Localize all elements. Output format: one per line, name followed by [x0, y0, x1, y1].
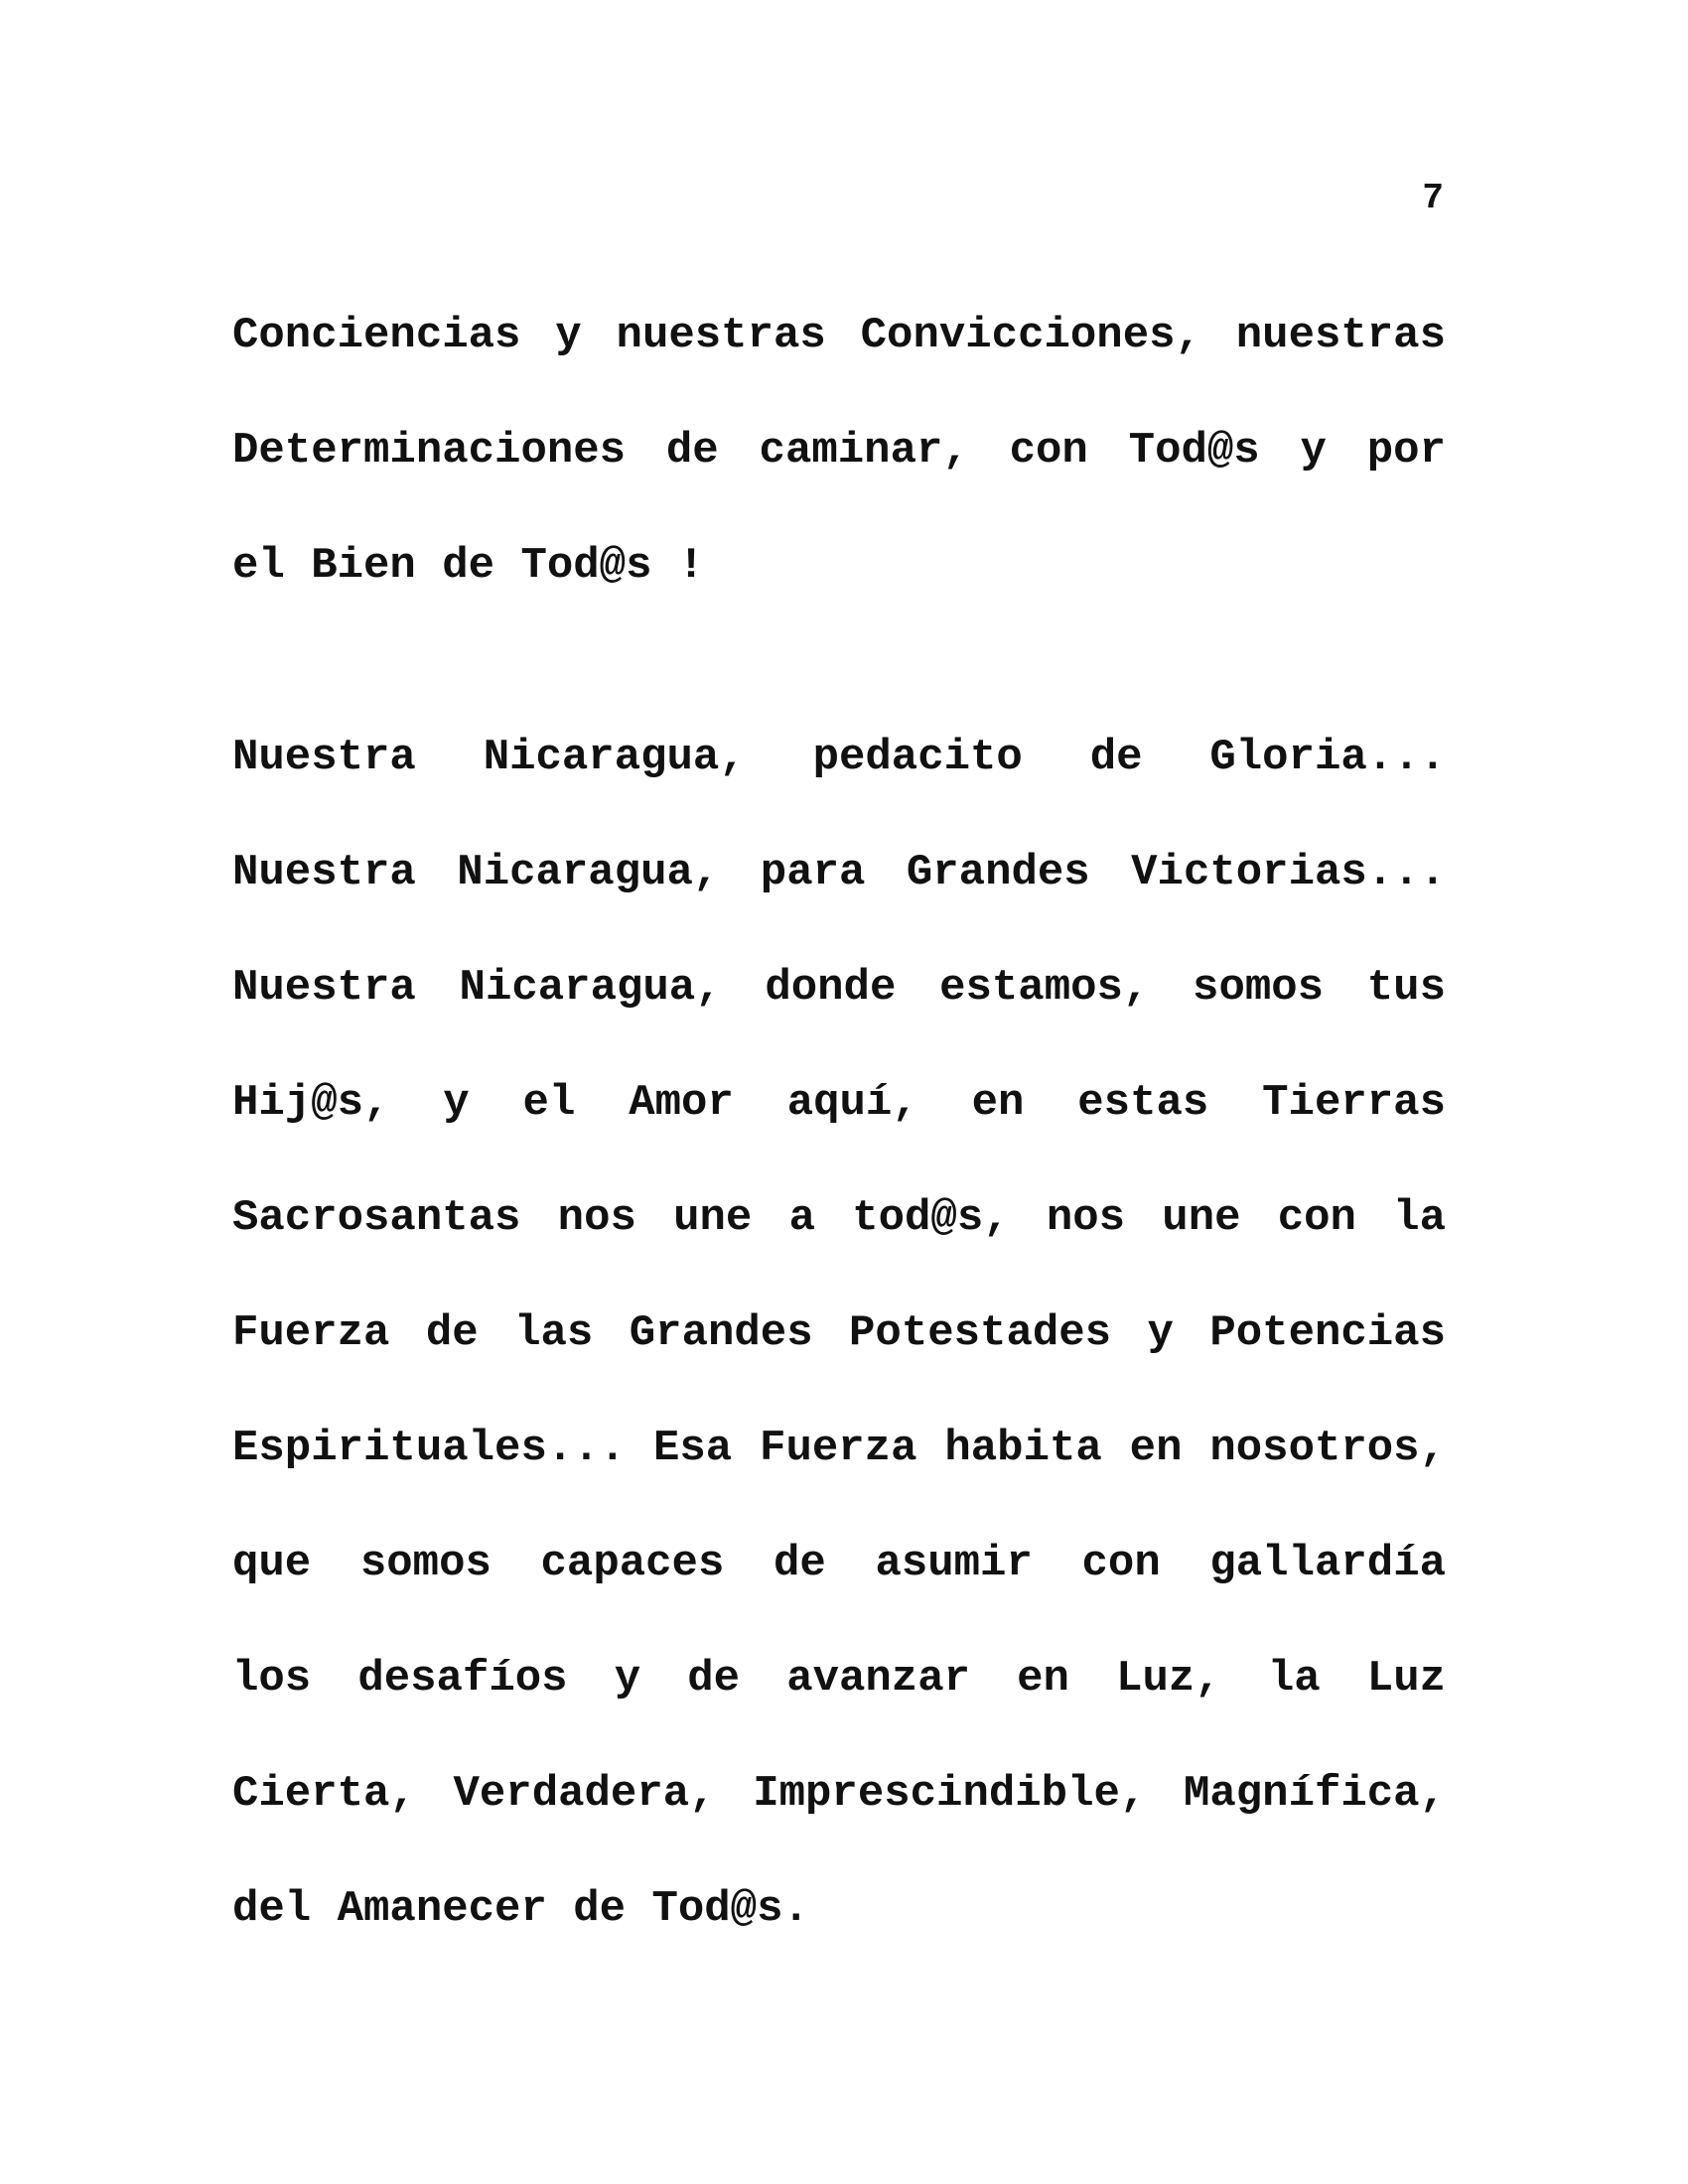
- text-line: Conciencias y nuestras Convicciones, nuestras: [232, 311, 1446, 360]
- text-line: Hij@s, y el Amor aquí, en estas Tierras: [232, 1078, 1446, 1128]
- text-line: que somos capaces de asumir con gallardía: [232, 1539, 1446, 1588]
- text-line: el Bien de Tod@s !: [232, 541, 705, 591]
- text-line: Nuestra Nicaragua, para Grandes Victorias...: [232, 848, 1446, 897]
- text-line: Determinaciones de caminar, con Tod@s y por: [232, 426, 1446, 476]
- text-line: Sacrosantas nos une a tod@s, nos une con la: [232, 1193, 1446, 1243]
- paragraph-2: [232, 700, 1446, 1967]
- text-line: del Amanecer de Tod@s.: [232, 1884, 809, 1934]
- text-line: los desafíos y de avanzar en Luz, la Luz: [232, 1654, 1446, 1704]
- text-line: Espirituales... Esa Fuerza habita en nosotros,: [232, 1424, 1446, 1473]
- text-line: Nuestra Nicaragua, donde estamos, somos tus: [232, 963, 1446, 1013]
- page-number: 7: [1422, 178, 1444, 218]
- text-line: Cierta, Verdadera, Imprescindible, Magnífica,: [232, 1769, 1446, 1819]
- paragraph-1: [232, 278, 1446, 623]
- text-line: Nuestra Nicaragua, pedacito de Gloria...: [232, 733, 1446, 782]
- text-line: Fuerza de las Grandes Potestades y Potencias: [232, 1308, 1446, 1358]
